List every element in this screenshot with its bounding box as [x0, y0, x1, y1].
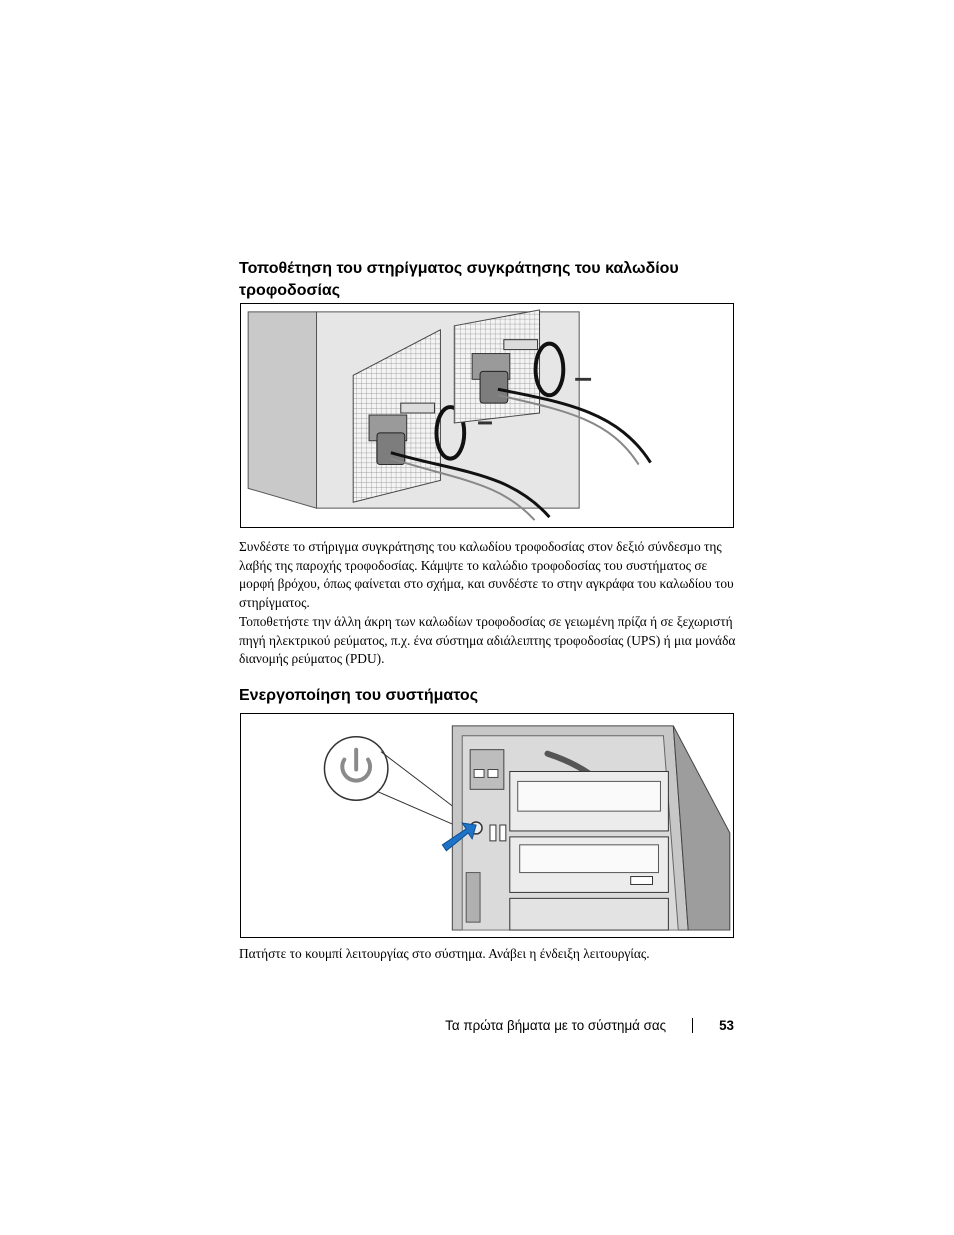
paragraph-power-on: Πατήστε το κουμπί λειτουργίας στο σύστημα. Ανάβει η ένδειξη λειτουργίας. — [239, 946, 650, 961]
power-button-illustration — [241, 714, 733, 937]
power-supply-illustration — [241, 304, 733, 527]
footer-separator — [692, 1018, 693, 1033]
footer-chapter-title: Τα πρώτα βήματα με το σύστημά σας — [445, 1018, 667, 1033]
section-title-power-on: Ενεργοποίηση του συστήματος — [239, 687, 479, 704]
figure-power-cable-bracket — [240, 303, 734, 528]
page-footer — [445, 1018, 734, 1033]
paragraph-cable-bracket-2: Τοποθετήστε την άλλη άκρη των καλωδίων τροφοδοσίας σε γειωμένη πρίζα ή σε ξεχωριστή πηγή ηλεκτρικού ρεύματος, π.χ. ένα σύστημα αδιάλειπτης τροφοδοσίας (UPS) ή μια μονάδα διανομής ρεύματος (PDU). — [239, 614, 736, 667]
section-title-cable-bracket: Τοποθέτηση του στηρίγματος συγκράτησης του καλωδίου τροφοδοσίας — [239, 260, 679, 299]
paragraph-cable-bracket-1: Συνδέστε το στήριγμα συγκράτησης του καλωδίου τροφοδοσίας στον δεξιό σύνδεσμο της λαβής της παροχής τροφοδοσίας. Κάμψτε το καλώδιο τροφοδοσίας του συστήματος σε μορφή βρόχου, όπως φαίνεται στο σχήμα, και συνδέστε το στην αγκράφα του καλωδίου του στηρίγματος. — [239, 539, 734, 610]
figure-power-button — [240, 713, 734, 938]
page-number: 53 — [719, 1018, 734, 1033]
